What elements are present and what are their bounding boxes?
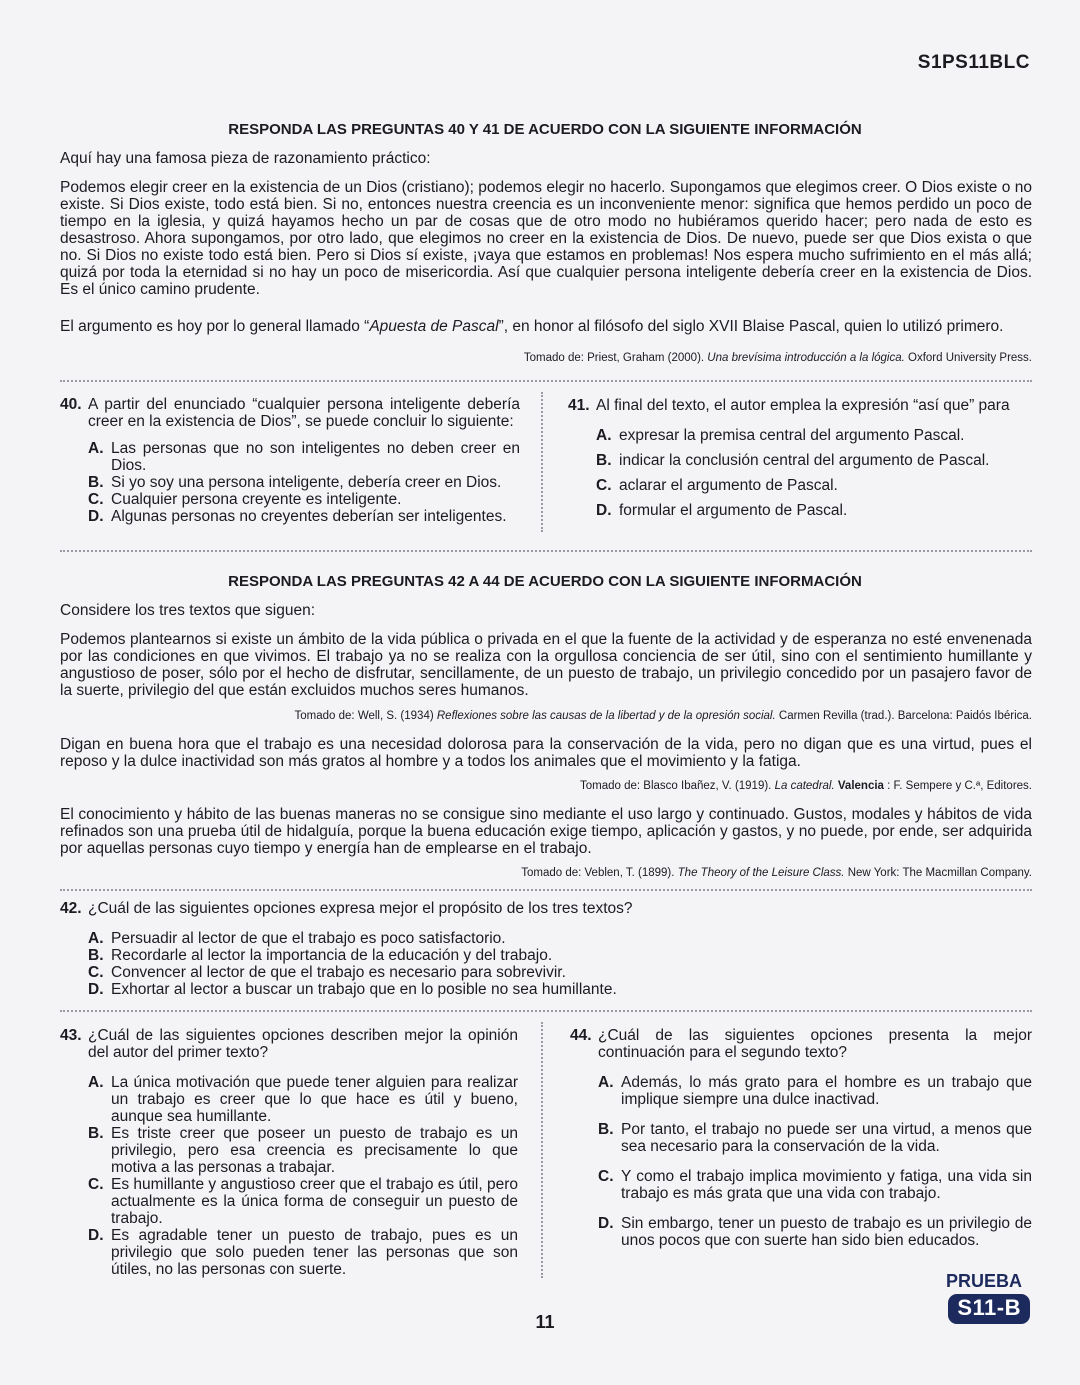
option[interactable]: C. aclarar el argumento de Pascal. bbox=[596, 477, 838, 494]
option[interactable]: C. Y como el trabajo implica movimiento y fatiga, una vida sin trabajo es más grata que una vida con trabajo. bbox=[598, 1168, 1032, 1202]
divider bbox=[60, 380, 1032, 382]
section-1-heading: RESPONDA LAS PREGUNTAS 40 Y 41 DE ACUERDO CON LA SIGUIENTE INFORMACIÓN bbox=[228, 121, 862, 138]
text-1: Podemos plantearnos si existe un ámbito de la vida pública o privada en el que la fuente de la actividad y de esperanza no esté envenenada por las condiciones en que vivimos. El trabajo ya no se realiza con la orgullosa conciencia de ser útil, sino con el sentimiento humillante y angustioso de poser, sólo por el hecho de disfrutar, sencillamente, de un puesto de trabajo, un privilegio concedido por un pasajero favor de la suerte, privilegio del que están excluidos muchos seres humanos. bbox=[60, 631, 1032, 699]
test-badge: S11-B bbox=[948, 1294, 1030, 1324]
option[interactable]: A. Persuadir al lector de que el trabajo es poco satisfactorio. bbox=[88, 930, 506, 947]
option[interactable]: B. Es triste creer que poseer un puesto de trabajo es un privilegio, pero esa creencia es precisamente lo que motiva a las personas a trabajar. bbox=[88, 1125, 518, 1176]
option[interactable]: A. Las personas que no son inteligentes no deben creer en Dios. bbox=[88, 440, 520, 474]
section-1-paragraph: Podemos elegir creer en la existencia de un Dios (cristiano); podemos elegir no hacerlo. Supongamos que elegimos creer. O Dios existe o no existe. Si Dios existe, todo está bien. Si no, entonces nuestra creencia es un inconveniente menor: significa que hemos perdido un poco de tiempo en la iglesia, y quizá hayamos hecho un par de cosas que de otro modo no hubiéramos querido hacer; pero nada de esto es desastroso. Ahora supongamos, por otro lado, que elegimos no creer en la existencia de Dios. De nuevo, puede ser que Dios exista o que no. Si Dios no existe todo está bien. Pero si Dios sí existe, ¡vaya que estamos en problemas! Nos espera mucho sufrimiento en el más allá; quizá por toda la eternidad si no hay un poco de misericordia. Así que cualquier persona inteligente debería creer en la existencia de Dios. Es el único camino prudente. bbox=[60, 179, 1032, 298]
question-43: 43. ¿Cuál de las siguientes opciones describen mejor la opinión del autor del primer texto? A. La única motivación que puede tener alguien para realizar un trabajo es creer que lo que hace es útil y bueno, aunque sea humillante. B. Es triste creer que poseer un puesto de trabajo es un privilegio, pero esa creencia es precisamente lo que motiva a las personas a trabajar. C. Es humillante y angustioso creer que el trabajo es útil, pero actualmente es la única forma de conseguir un puesto de trabajo. D. Es agradable tener un puesto de trabajo, pues es un privilegio que solo pueden tener las personas que son útiles, no las personas con suerte. bbox=[60, 1027, 518, 1278]
divider bbox=[60, 550, 1032, 552]
option[interactable]: D. Exhortar al lector a buscar un trabajo que en lo posible no sea humillante. bbox=[88, 981, 617, 998]
exam-code: S1PS11BLC bbox=[917, 52, 1030, 73]
text-3-source: Tomado de: Veblen, T. (1899). The Theory of the Leisure Class. New York: The Macmillan Company. bbox=[521, 867, 1032, 879]
question-41: 41. Al final del texto, el autor emplea la expresión “así que” para A. expresar la premisa central del argumento Pascal. B. indicar la conclusión central del argumento de Pascal. C. aclarar el argumento de Pascal. D. formular el argumento de Pascal. bbox=[568, 396, 1038, 520]
text-1-source: Tomado de: Well, S. (1934) Reflexiones sobre las causas de la libertad y de la opresión social. Carmen Revilla (trad.). Barcelona: Paidós Ibérica. bbox=[294, 710, 1032, 722]
section-1-intro: Aquí hay una famosa pieza de razonamiento práctico: bbox=[60, 150, 431, 167]
divider bbox=[60, 889, 1032, 891]
option[interactable]: B. indicar la conclusión central del argumento de Pascal. bbox=[596, 452, 990, 469]
question-42: 42. ¿Cuál de las siguientes opciones expresa mejor el propósito de los tres textos? A. Persuadir al lector de que el trabajo es poco satisfactorio. B. Recordarle al lector la importancia de la educación y del trabajo. C. Convencer al lector de que el trabajo es necesario para sobrevivir. D. Exhortar al lector a buscar un trabajo que en lo posible no sea humillante. bbox=[60, 900, 1032, 998]
text-2: Digan en buena hora que el trabajo es una necesidad dolorosa para la conservación de la vida, pero no digan que es una virtud, pues el reposo y la dulce inactividad son más gratos al hombre y a todos los animales que el movimiento y la fatiga. bbox=[60, 736, 1032, 770]
option[interactable]: D. Es agradable tener un puesto de trabajo, pues es un privilegio que solo pueden tener las personas que son útiles, no las personas con suerte. bbox=[88, 1227, 518, 1278]
option[interactable]: A. La única motivación que puede tener alguien para realizar un trabajo es creer que lo que hace es útil y bueno, aunque sea humillante. bbox=[88, 1074, 518, 1125]
option[interactable]: C. Es humillante y angustioso creer que el trabajo es útil, pero actualmente es la única forma de conseguir un puesto de trabajo. bbox=[88, 1176, 518, 1227]
column-divider bbox=[541, 1022, 543, 1278]
column-divider bbox=[541, 392, 543, 532]
option[interactable]: C. Cualquier persona creyente es inteligente. bbox=[88, 491, 402, 508]
question-40: 40. A partir del enunciado “cualquier persona inteligente debería creer en la existencia de Dios”, se puede concluir lo siguiente: A. Las personas que no son inteligentes no deben creer en Dios. B. Si yo soy una persona inteligente, debería creer en Dios. C. Cualquier persona creyente es inteligente. D. Algunas personas no creyentes deberían ser inteligentes. bbox=[60, 396, 520, 525]
text-3: El conocimiento y hábito de las buenas maneras no se consigue sino mediante el uso largo y continuado. Gustos, modales y hábitos de vida refinados son una prueba útil de hidalguía, porque la buena educación exige tiempo, aplicación y gastos, y no puede, por ende, ser adquirida por aquellas personas cuyo tiempo y energía han de emplearse en el trabajo. bbox=[60, 806, 1032, 857]
section-2-heading: RESPONDA LAS PREGUNTAS 42 A 44 DE ACUERDO CON LA SIGUIENTE INFORMACIÓN bbox=[228, 573, 862, 590]
divider bbox=[60, 1010, 1032, 1012]
option[interactable]: C. Convencer al lector de que el trabajo es necesario para sobrevivir. bbox=[88, 964, 566, 981]
section-1-source: Tomado de: Priest, Graham (2000). Una brevísima introducción a la lógica. Oxford University Press. bbox=[523, 352, 1032, 364]
option[interactable]: A. expresar la premisa central del argumento Pascal. bbox=[596, 427, 965, 444]
option[interactable]: B. Si yo soy una persona inteligente, debería creer en Dios. bbox=[88, 474, 502, 491]
option[interactable]: D. Sin embargo, tener un puesto de trabajo es un privilegio de unos pocos que con suerte han sido bien educados. bbox=[598, 1215, 1032, 1249]
prueba-label: PRUEBA bbox=[945, 1271, 1022, 1291]
option[interactable]: B. Recordarle al lector la importancia de la educación y del trabajo. bbox=[88, 947, 553, 964]
option[interactable]: D. Algunas personas no creyentes deberían ser inteligentes. bbox=[88, 508, 507, 525]
section-1-closing: El argumento es hoy por lo general llamado “Apuesta de Pascal”, en honor al filósofo del siglo XVII Blaise Pascal, quien lo utilizó primero. bbox=[60, 318, 1004, 335]
question-44: 44. ¿Cuál de las siguientes opciones presenta la mejor continuación para el segundo texto? A. Además, lo más grato para el hombre es un trabajo que implique siempre una dulce inactivad. B. Por tanto, el trabajo no puede ser una virtud, a menos que sea necesario para la conservación de la vida. C. Y como el trabajo implica movimiento y fatiga, una vida sin trabajo es más grata que una vida con trabajo. D. Sin embargo, tener un puesto de trabajo es un privilegio de unos pocos que con suerte han sido bien educados. bbox=[570, 1027, 1032, 1249]
section-2-intro: Considere los tres textos que siguen: bbox=[60, 602, 316, 619]
option[interactable]: B. Por tanto, el trabajo no puede ser una virtud, a menos que sea necesario para la conservación de la vida. bbox=[598, 1121, 1032, 1155]
text-2-source: Tomado de: Blasco Ibañez, V. (1919). La catedral. Valencia : F. Sempere y C.ª, Editores. bbox=[580, 780, 1032, 792]
option[interactable]: A. Además, lo más grato para el hombre es un trabajo que implique siempre una dulce inactivad. bbox=[598, 1074, 1032, 1108]
page-number: 11 bbox=[535, 1312, 555, 1332]
option[interactable]: D. formular el argumento de Pascal. bbox=[596, 502, 848, 519]
